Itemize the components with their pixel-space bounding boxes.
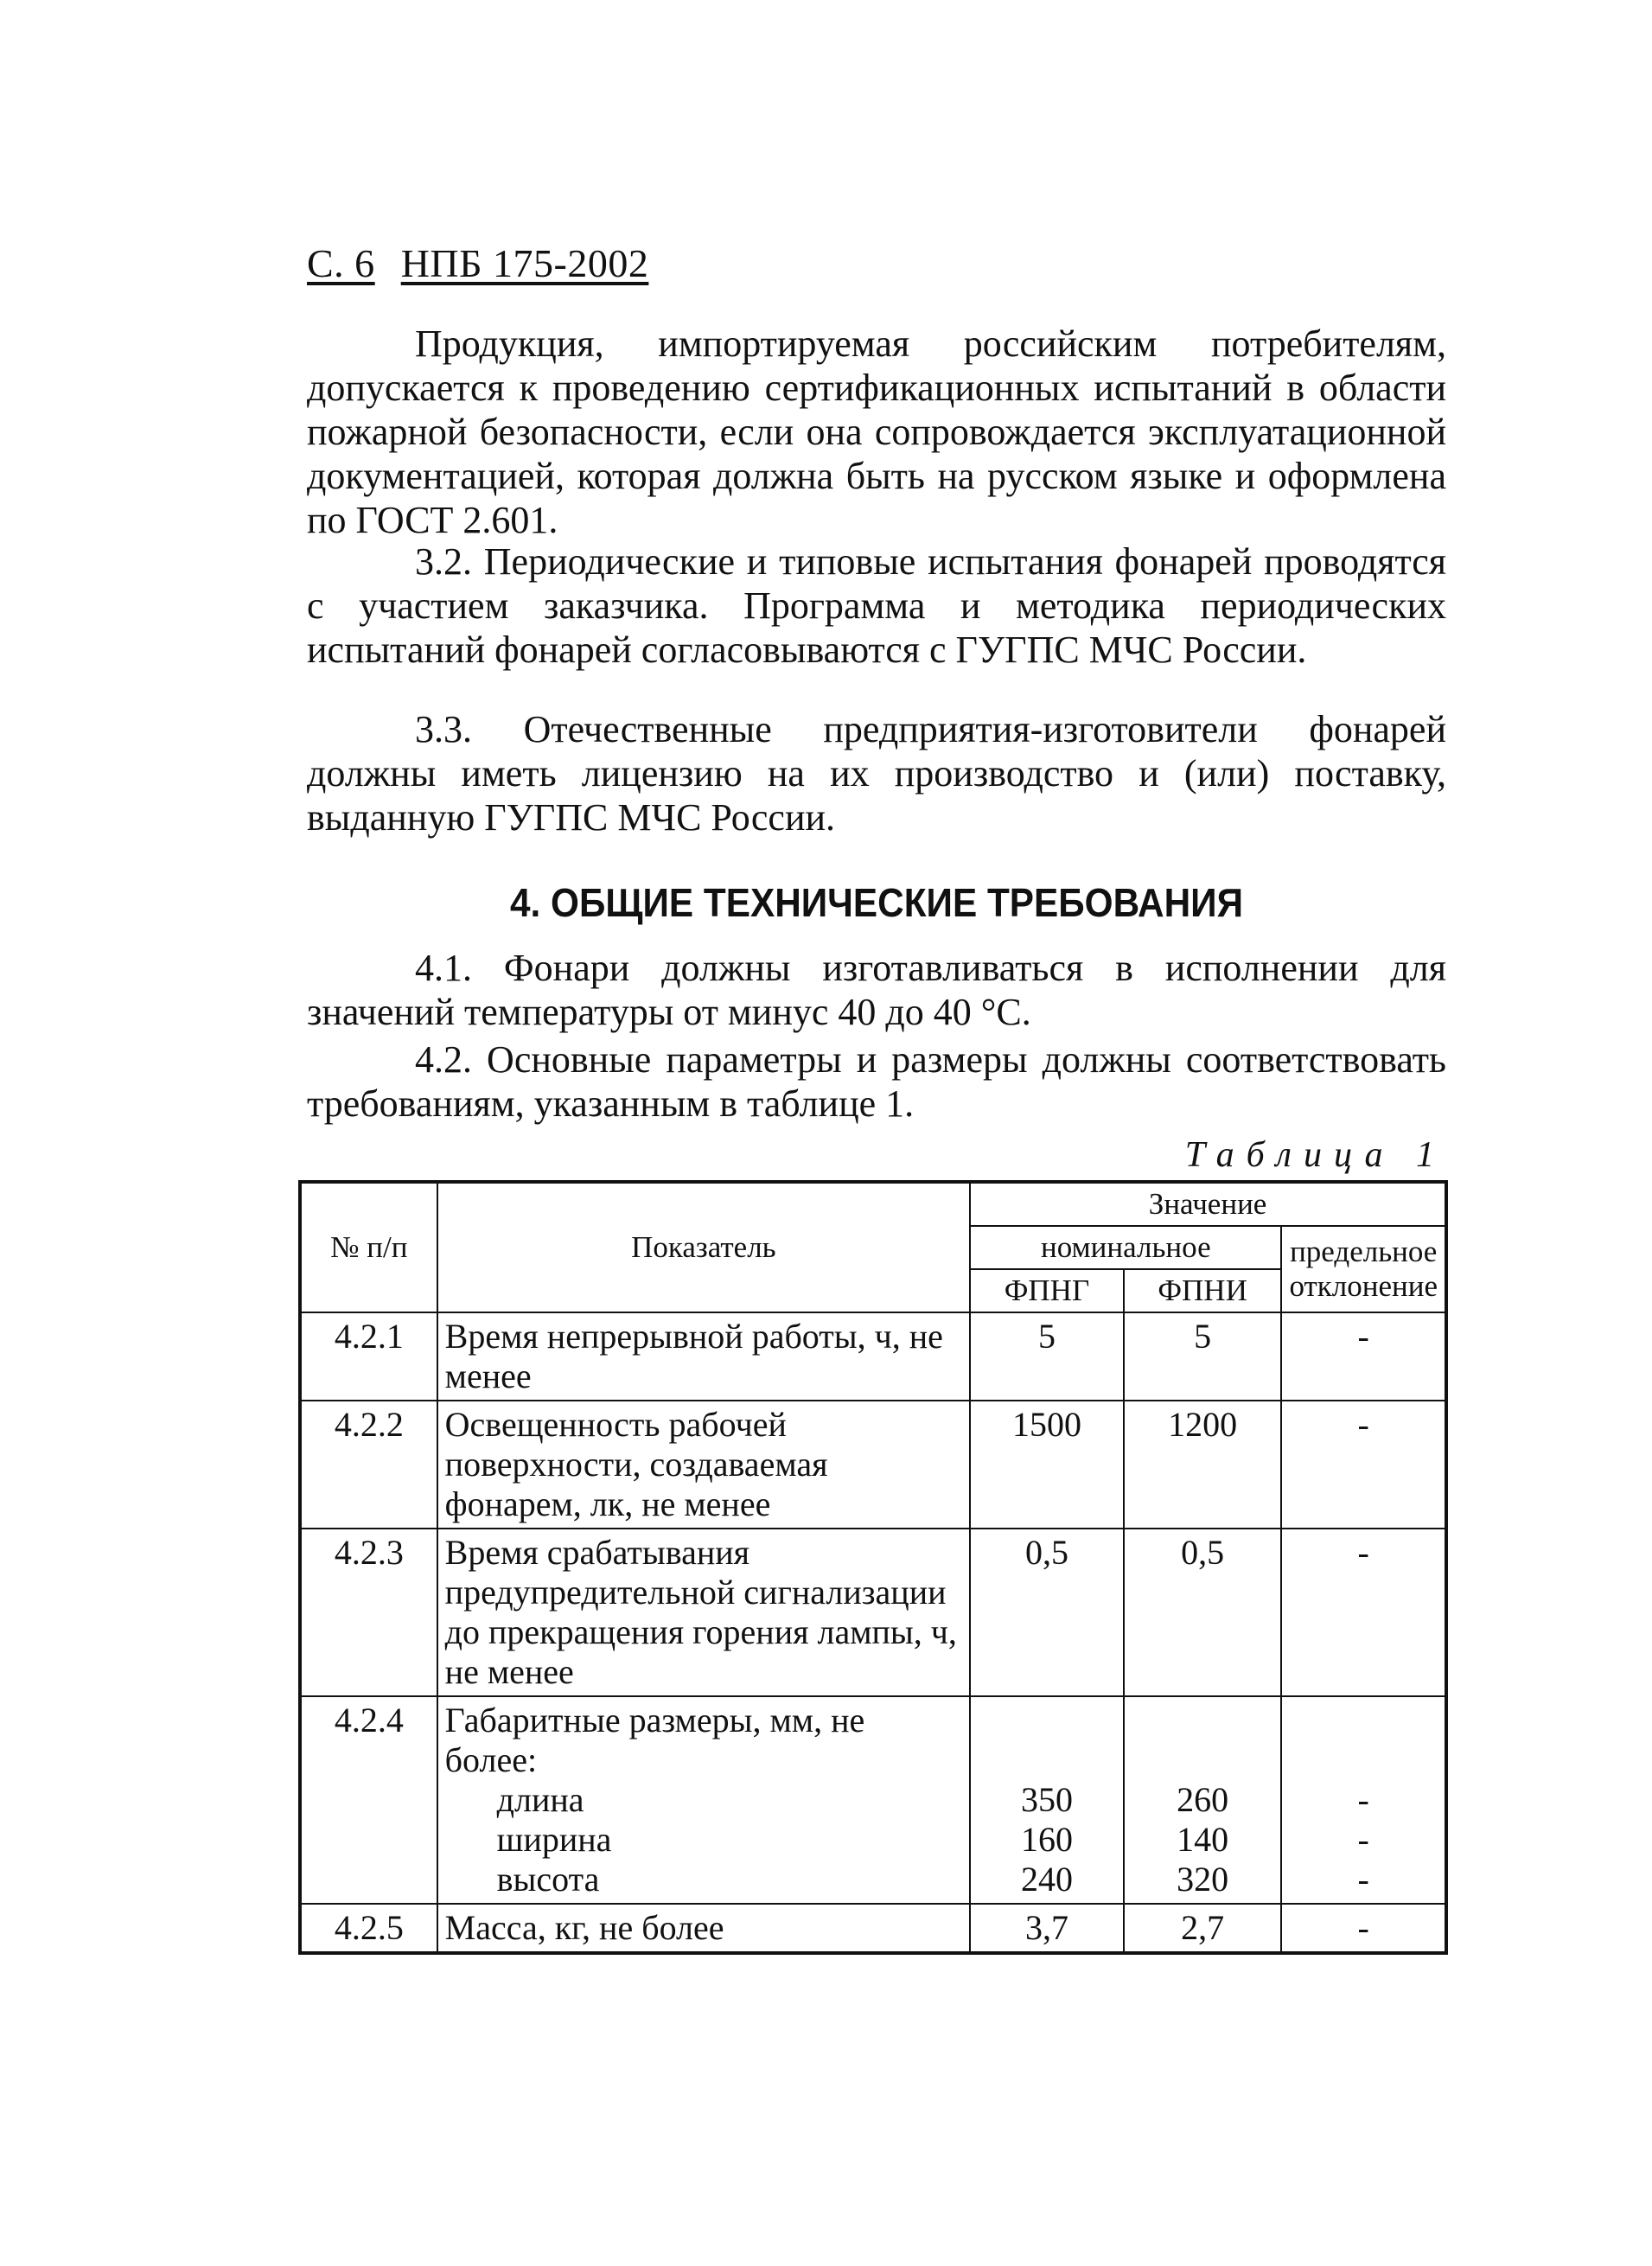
table-row bbox=[300, 1696, 1446, 1904]
header-fpng: ФПНГ bbox=[970, 1269, 1124, 1312]
paragraph-4-1 bbox=[307, 946, 1446, 1034]
header-value: Значение bbox=[970, 1182, 1446, 1226]
row-indicator bbox=[437, 1696, 970, 1904]
table-row bbox=[300, 1312, 1446, 1401]
value-fpni: 320 bbox=[1177, 1860, 1229, 1899]
header-num: № п/п bbox=[300, 1182, 437, 1312]
table-row bbox=[300, 1904, 1446, 1953]
paragraph-4-2 bbox=[307, 1037, 1446, 1126]
paragraph-3-3 bbox=[307, 707, 1446, 839]
parameters-table bbox=[298, 1180, 1448, 1955]
paragraph-import bbox=[307, 322, 1446, 542]
row-number: 4.2.4 bbox=[300, 1696, 437, 1904]
row-indicator: Масса, кг, не более bbox=[437, 1904, 970, 1953]
row-indicator-text: Габаритные размеры, мм, не более: bbox=[444, 1701, 865, 1779]
header-fpni: ФПНИ bbox=[1124, 1269, 1282, 1312]
paragraph-text: Продукция, импортируемая российским потребителям, допускается к проведению сертификационных испытаний в области пожарной безопасности, если она сопровождается эксплуатационной документацией, которая должна быть на русском языке и оформлена по ГОСТ 2.601. bbox=[307, 322, 1446, 541]
value-fpni: 2,7 bbox=[1124, 1904, 1282, 1953]
subitem-label: длина bbox=[496, 1780, 584, 1819]
value-tolerance: - bbox=[1357, 1780, 1369, 1819]
table-row bbox=[300, 1529, 1446, 1696]
header-indicator: Показатель bbox=[437, 1182, 970, 1312]
value-fpni: 1200 bbox=[1124, 1401, 1282, 1529]
value-fpng: 240 bbox=[1020, 1860, 1073, 1899]
value-fpng: 5 bbox=[970, 1312, 1124, 1401]
value-tolerance: - bbox=[1357, 1820, 1369, 1859]
subitem-label: высота bbox=[496, 1860, 600, 1899]
header-tolerance: предельное отклонение bbox=[1281, 1226, 1446, 1312]
paragraph-text: 4.2. Основные параметры и размеры должны соответствовать требованиям, указанным в таблице 1. bbox=[307, 1038, 1446, 1125]
value-tolerance: - bbox=[1357, 1860, 1369, 1899]
header-nominal: номинальное bbox=[970, 1226, 1281, 1269]
value-fpng: 160 bbox=[1020, 1820, 1073, 1859]
paragraph-text: 3.2. Периодические и типовые испытания фонарей проводятся с участием заказчика. Программа и методика периодических испытаний фонарей согласовываются с ГУГПС МЧС России. bbox=[307, 540, 1446, 671]
value-tolerance: - bbox=[1281, 1529, 1446, 1696]
value-tolerance: - bbox=[1281, 1401, 1446, 1529]
row-number: 4.2.5 bbox=[300, 1904, 437, 1953]
page-number: С. 6 bbox=[307, 241, 375, 285]
table-row bbox=[300, 1401, 1446, 1529]
value-tolerance: - bbox=[1281, 1904, 1446, 1953]
value-fpng: 3,7 bbox=[970, 1904, 1124, 1953]
value-fpni: 5 bbox=[1124, 1312, 1282, 1401]
row-indicator: Время срабатывания предупредительной сигнализации до прекращения горения лампы, ч, не менее bbox=[437, 1529, 970, 1696]
value-fpng: 1500 bbox=[970, 1401, 1124, 1529]
section-title: 4. ОБЩИЕ ТЕХНИЧЕСКИЕ ТРЕБОВАНИЯ bbox=[509, 880, 1244, 925]
value-fpng: 350 bbox=[1020, 1780, 1073, 1819]
value-tolerance-group bbox=[1281, 1696, 1446, 1904]
row-indicator: Время непрерывной работы, ч, не менее bbox=[437, 1312, 970, 1401]
row-number: 4.2.2 bbox=[300, 1401, 437, 1529]
page-header bbox=[307, 240, 648, 286]
value-fpng: 0,5 bbox=[970, 1529, 1124, 1696]
row-number: 4.2.1 bbox=[300, 1312, 437, 1401]
document-code: НПБ 175-2002 bbox=[400, 241, 649, 285]
value-fpng-group bbox=[970, 1696, 1124, 1904]
value-fpni: 260 bbox=[1177, 1780, 1229, 1819]
row-indicator: Освещенность рабочей поверхности, создаваемая фонарем, лк, не менее bbox=[437, 1401, 970, 1529]
value-tolerance: - bbox=[1281, 1312, 1446, 1401]
value-fpni: 0,5 bbox=[1124, 1529, 1282, 1696]
paragraph-text: 4.1. Фонари должны изготавливаться в исполнении для значений температуры от минус 40 до 40 °С. bbox=[307, 947, 1446, 1033]
table-caption: Таблица 1 bbox=[1184, 1135, 1446, 1175]
row-number: 4.2.3 bbox=[300, 1529, 437, 1696]
paragraph-text: 3.3. Отечественные предприятия-изготовители фонарей должны иметь лицензию на их производство и (или) поставку, выданную ГУГПС МЧС России. bbox=[307, 708, 1446, 839]
paragraph-3-2 bbox=[307, 539, 1446, 672]
value-fpni-group bbox=[1124, 1696, 1282, 1904]
value-fpni: 140 bbox=[1177, 1820, 1229, 1859]
subitem-label: ширина bbox=[496, 1820, 612, 1859]
